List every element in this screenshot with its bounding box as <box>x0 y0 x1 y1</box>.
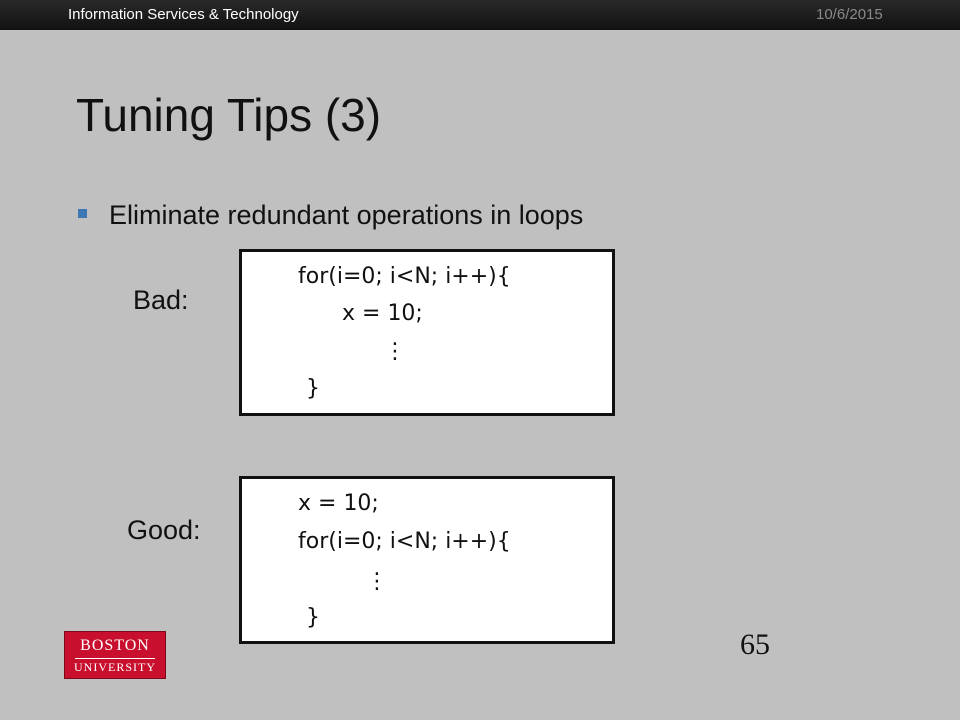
logo-line-1: BOSTON <box>80 637 150 654</box>
header-bar <box>0 0 960 30</box>
logo-divider <box>75 658 155 659</box>
bad-code-line-4: } <box>306 376 320 401</box>
logo-line-2: UNIVERSITY <box>74 660 156 674</box>
bad-code-line-1: for(i=0; i<N; i++){ <box>298 264 511 289</box>
bullet-item <box>78 200 583 231</box>
good-code-box <box>239 476 615 644</box>
good-label: Good: <box>127 515 201 545</box>
good-code-line-2: for(i=0; i<N; i++){ <box>298 529 511 554</box>
header-date: 10/6/2015 <box>816 6 883 23</box>
bullet-square-icon <box>78 209 87 218</box>
bad-code-line-2: x = 10; <box>342 301 423 326</box>
boston-university-logo <box>64 631 166 679</box>
good-code-ellipsis: ⋮ <box>366 569 388 594</box>
page-number: 65 <box>740 628 770 661</box>
bad-label: Bad: <box>133 285 189 315</box>
bullet-text: Eliminate redundant operations in loops <box>109 200 584 230</box>
bad-code-box <box>239 249 615 416</box>
header-org: Information Services & Technology <box>68 6 299 23</box>
good-code-line-4: } <box>306 605 320 630</box>
good-code-line-1: x = 10; <box>298 491 379 516</box>
slide-title: Tuning Tips (3) <box>76 89 382 141</box>
bad-code-ellipsis: ⋮ <box>384 339 406 364</box>
